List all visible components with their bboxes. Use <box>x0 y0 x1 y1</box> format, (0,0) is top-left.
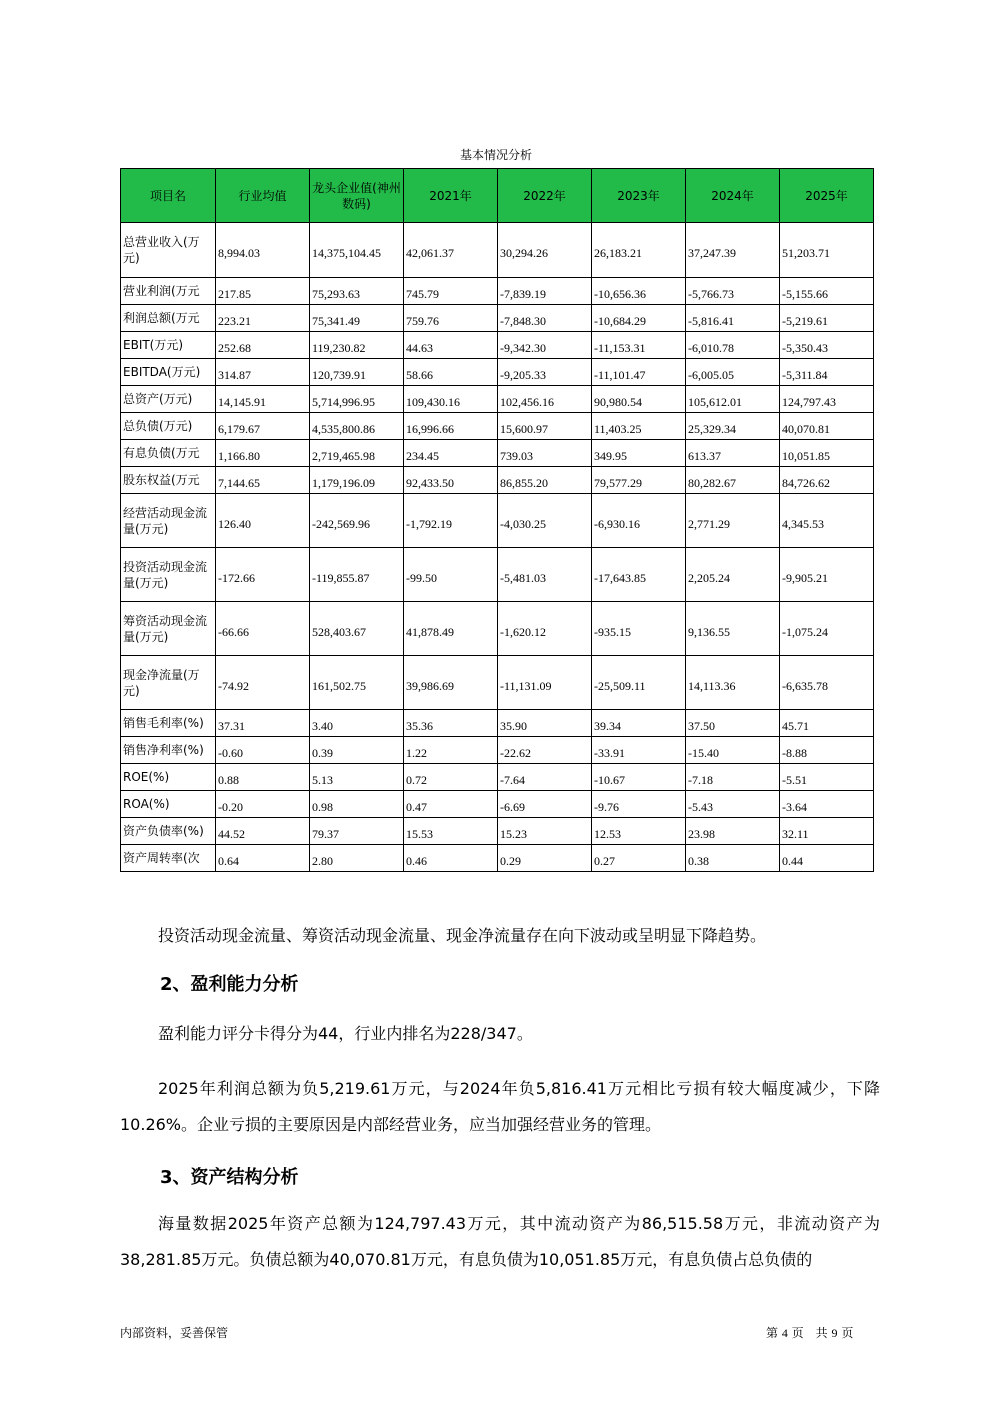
table-cell: 75,293.63 <box>310 278 404 305</box>
table-cell: 217.85 <box>216 278 310 305</box>
table-cell: -7.64 <box>498 764 592 791</box>
table-cell: 15.53 <box>404 818 498 845</box>
table-row <box>121 440 874 467</box>
row-label: 资产负债率(%) <box>121 818 216 845</box>
table-cell: -74.92 <box>216 656 310 710</box>
table-cell: 40,070.81 <box>780 413 874 440</box>
table-cell: -5.43 <box>686 791 780 818</box>
table-cell: -935.15 <box>592 602 686 656</box>
table-cell: 109,430.16 <box>404 386 498 413</box>
table-cell: -66.66 <box>216 602 310 656</box>
table-cell: -119,855.87 <box>310 548 404 602</box>
table-cell: 1.22 <box>404 737 498 764</box>
table-cell: 30,294.26 <box>498 223 592 278</box>
table-cell: 25,329.34 <box>686 413 780 440</box>
table-cell: -6,010.78 <box>686 332 780 359</box>
table-caption: 基本情况分析 <box>459 148 532 162</box>
table-cell: 79.37 <box>310 818 404 845</box>
table-cell: -5,766.73 <box>686 278 780 305</box>
table-cell: -1,620.12 <box>498 602 592 656</box>
table-row <box>121 278 874 305</box>
table-cell: 37.50 <box>686 710 780 737</box>
table-cell: 0.27 <box>592 845 686 872</box>
table-cell: 120,739.91 <box>310 359 404 386</box>
section-heading-profitability: 2、盈利能力分析 <box>160 974 299 995</box>
table-cell: -11,153.31 <box>592 332 686 359</box>
table-cell: -6.69 <box>498 791 592 818</box>
table-cell: 4,535,800.86 <box>310 413 404 440</box>
table-cell: 124,797.43 <box>780 386 874 413</box>
table-cell: 0.47 <box>404 791 498 818</box>
row-label: 总负债(万元) <box>121 413 216 440</box>
table-cell: -9,905.21 <box>780 548 874 602</box>
table-row <box>121 359 874 386</box>
table-cell: 16,996.66 <box>404 413 498 440</box>
table-cell: 0.88 <box>216 764 310 791</box>
table-cell: 14,145.91 <box>216 386 310 413</box>
table-cell: 84,726.62 <box>780 467 874 494</box>
footer-page-number <box>766 1325 853 1341</box>
table-cell: -9.76 <box>592 791 686 818</box>
row-label: 股东权益(万元 <box>121 467 216 494</box>
table-cell: 234.45 <box>404 440 498 467</box>
table-cell: 2,771.29 <box>686 494 780 548</box>
table-cell: 314.87 <box>216 359 310 386</box>
table-cell: 126.40 <box>216 494 310 548</box>
table-cell: 613.37 <box>686 440 780 467</box>
table-cell: 39,986.69 <box>404 656 498 710</box>
row-label: 现金净流量(万元) <box>121 656 216 710</box>
table-cell: 745.79 <box>404 278 498 305</box>
table-header-cell: 2024年 <box>686 169 780 223</box>
table-cell: 1,179,196.09 <box>310 467 404 494</box>
table-cell: -8.88 <box>780 737 874 764</box>
table-cell: 349.95 <box>592 440 686 467</box>
table-row <box>121 602 874 656</box>
table-cell: 45.71 <box>780 710 874 737</box>
row-label: 销售毛利率(%) <box>121 710 216 737</box>
table-cell: 5.13 <box>310 764 404 791</box>
table-cell: 739.03 <box>498 440 592 467</box>
table-cell: -7,848.30 <box>498 305 592 332</box>
table-cell: 32.11 <box>780 818 874 845</box>
table-header-cell: 2022年 <box>498 169 592 223</box>
table-cell: -6,930.16 <box>592 494 686 548</box>
table-cell: 51,203.71 <box>780 223 874 278</box>
row-label: EBITDA(万元) <box>121 359 216 386</box>
table-cell: 80,282.67 <box>686 467 780 494</box>
table-cell: -33.91 <box>592 737 686 764</box>
table-cell: -7.18 <box>686 764 780 791</box>
profit-change-text: 2025年利润总额为负5,219.61万元，与2024年负5,816.41万元相比亏损有较大幅度减少，下降10.26%。企业亏损的主要原因是内部经营业务，应当加强经营业务的管理。 <box>120 1079 880 1134</box>
row-label: ROA(%) <box>121 791 216 818</box>
table-header-cell: 2023年 <box>592 169 686 223</box>
table-row <box>121 845 874 872</box>
table-cell: 15.23 <box>498 818 592 845</box>
table-header-cell: 2025年 <box>780 169 874 223</box>
table-cell: 35.36 <box>404 710 498 737</box>
table-cell: 0.29 <box>498 845 592 872</box>
table-cell: 44.52 <box>216 818 310 845</box>
table-cell: 2,205.24 <box>686 548 780 602</box>
table-row <box>121 764 874 791</box>
table-cell: 0.39 <box>310 737 404 764</box>
table-row <box>121 467 874 494</box>
profitability-score-text: 盈利能力评分卡得分为44，行业内排名为228/347。 <box>158 1024 533 1043</box>
table-cell: -5,481.03 <box>498 548 592 602</box>
table-cell: 39.34 <box>592 710 686 737</box>
total-pages: 9 <box>831 1326 838 1340</box>
table-cell: -10,684.29 <box>592 305 686 332</box>
table-cell: 102,456.16 <box>498 386 592 413</box>
table-row <box>121 332 874 359</box>
page-mid: 页 共 <box>791 1326 828 1340</box>
table-cell: 23.98 <box>686 818 780 845</box>
table-cell: -242,569.96 <box>310 494 404 548</box>
row-label: 总资产(万元) <box>121 386 216 413</box>
table-cell: 58.66 <box>404 359 498 386</box>
table-cell: 15,600.97 <box>498 413 592 440</box>
table-cell: 37.31 <box>216 710 310 737</box>
table-cell: 0.72 <box>404 764 498 791</box>
table-cell: 759.76 <box>404 305 498 332</box>
table-header-cell: 2021年 <box>404 169 498 223</box>
table-cell: 7,144.65 <box>216 467 310 494</box>
table-header-cell: 行业均值 <box>216 169 310 223</box>
table-cell: -99.50 <box>404 548 498 602</box>
row-label: 销售净利率(%) <box>121 737 216 764</box>
table-cell: 90,980.54 <box>592 386 686 413</box>
table-header-row <box>121 169 874 223</box>
table-cell: -5,219.61 <box>780 305 874 332</box>
table-cell: 44.63 <box>404 332 498 359</box>
table-row <box>121 386 874 413</box>
table-cell: -11,131.09 <box>498 656 592 710</box>
table-cell: 5,714,996.95 <box>310 386 404 413</box>
table-cell: 2.80 <box>310 845 404 872</box>
table-cell: -1,075.24 <box>780 602 874 656</box>
table-cell: -10.67 <box>592 764 686 791</box>
table-cell: 11,403.25 <box>592 413 686 440</box>
table-cell: 0.46 <box>404 845 498 872</box>
table-cell: 79,577.29 <box>592 467 686 494</box>
table-cell: 9,136.55 <box>686 602 780 656</box>
asset-structure-text: 海量数据2025年资产总额为124,797.43万元，其中流动资产为86,515.58万元，非流动资产为38,281.85万元。负债总额为40,070.81万元，有息负债为10,051.85万元，有息负债占总负债的 <box>120 1214 880 1269</box>
table-cell: -9,342.30 <box>498 332 592 359</box>
table-row <box>121 791 874 818</box>
table-row <box>121 494 874 548</box>
table-cell: -5,311.84 <box>780 359 874 386</box>
table-cell: -11,101.47 <box>592 359 686 386</box>
table-cell: 86,855.20 <box>498 467 592 494</box>
table-cell: -17,643.85 <box>592 548 686 602</box>
table-cell: -10,656.36 <box>592 278 686 305</box>
table-cell: -6,005.05 <box>686 359 780 386</box>
table-cell: 223.21 <box>216 305 310 332</box>
row-label: 总营业收入(万元) <box>121 223 216 278</box>
row-label: 有息负债(万元 <box>121 440 216 467</box>
table-cell: 161,502.75 <box>310 656 404 710</box>
table-cell: -1,792.19 <box>404 494 498 548</box>
table-row <box>121 818 874 845</box>
table-cell: -5,816.41 <box>686 305 780 332</box>
table-cell: -22.62 <box>498 737 592 764</box>
table-cell: 0.38 <box>686 845 780 872</box>
basic-analysis-table <box>120 168 874 872</box>
table-cell: 12.53 <box>592 818 686 845</box>
table-row <box>121 656 874 710</box>
table-cell: 6,179.67 <box>216 413 310 440</box>
table-cell: -0.60 <box>216 737 310 764</box>
table-row <box>121 413 874 440</box>
cashflow-note: 投资活动现金流量、筹资活动现金流量、现金净流量存在向下波动或呈明显下降趋势。 <box>158 926 767 945</box>
row-label: 营业利润(万元 <box>121 278 216 305</box>
table-cell: 14,375,104.45 <box>310 223 404 278</box>
table-cell: 8,994.03 <box>216 223 310 278</box>
row-label: 资产周转率(次 <box>121 845 216 872</box>
table-cell: 119,230.82 <box>310 332 404 359</box>
table-cell: 75,341.49 <box>310 305 404 332</box>
section-heading-asset-structure: 3、资产结构分析 <box>160 1167 299 1188</box>
row-label: EBIT(万元) <box>121 332 216 359</box>
table-row <box>121 305 874 332</box>
table-cell: 1,166.80 <box>216 440 310 467</box>
table-cell: 0.98 <box>310 791 404 818</box>
table-cell: 0.64 <box>216 845 310 872</box>
table-cell: -5,350.43 <box>780 332 874 359</box>
table-cell: -15.40 <box>686 737 780 764</box>
row-label: 投资活动现金流量(万元) <box>121 548 216 602</box>
page-suffix: 页 <box>841 1326 854 1340</box>
row-label: 筹资活动现金流量(万元) <box>121 602 216 656</box>
table-cell: 105,612.01 <box>686 386 780 413</box>
table-cell: -6,635.78 <box>780 656 874 710</box>
table-cell: 42,061.37 <box>404 223 498 278</box>
table-row <box>121 548 874 602</box>
table-cell: -0.20 <box>216 791 310 818</box>
page-prefix: 第 <box>766 1326 779 1340</box>
row-label: 利润总额(万元 <box>121 305 216 332</box>
table-cell: 41,878.49 <box>404 602 498 656</box>
table-row <box>121 223 874 278</box>
table-cell: 14,113.36 <box>686 656 780 710</box>
table-cell: -4,030.25 <box>498 494 592 548</box>
table-cell: 10,051.85 <box>780 440 874 467</box>
table-header-cell: 项目名 <box>121 169 216 223</box>
table-cell: 92,433.50 <box>404 467 498 494</box>
table-cell: -5.51 <box>780 764 874 791</box>
table-cell: -25,509.11 <box>592 656 686 710</box>
table-cell: 4,345.53 <box>780 494 874 548</box>
footer-confidential-note: 内部资料，妥善保管 <box>120 1326 229 1340</box>
table-cell: -172.66 <box>216 548 310 602</box>
table-header-cell: 龙头企业值(神州数码) <box>310 169 404 223</box>
table-row <box>121 737 874 764</box>
table-cell: 3.40 <box>310 710 404 737</box>
table-cell: 26,183.21 <box>592 223 686 278</box>
current-page: 4 <box>781 1326 788 1340</box>
row-label: 经营活动现金流量(万元) <box>121 494 216 548</box>
table-cell: 37,247.39 <box>686 223 780 278</box>
table-cell: 35.90 <box>498 710 592 737</box>
table-cell: 2,719,465.98 <box>310 440 404 467</box>
table-cell: -9,205.33 <box>498 359 592 386</box>
table-cell: -7,839.19 <box>498 278 592 305</box>
table-cell: 0.44 <box>780 845 874 872</box>
row-label: ROE(%) <box>121 764 216 791</box>
table-cell: 528,403.67 <box>310 602 404 656</box>
table-cell: -3.64 <box>780 791 874 818</box>
table-row <box>121 710 874 737</box>
table-cell: -5,155.66 <box>780 278 874 305</box>
table-cell: 252.68 <box>216 332 310 359</box>
table-body <box>121 223 874 872</box>
